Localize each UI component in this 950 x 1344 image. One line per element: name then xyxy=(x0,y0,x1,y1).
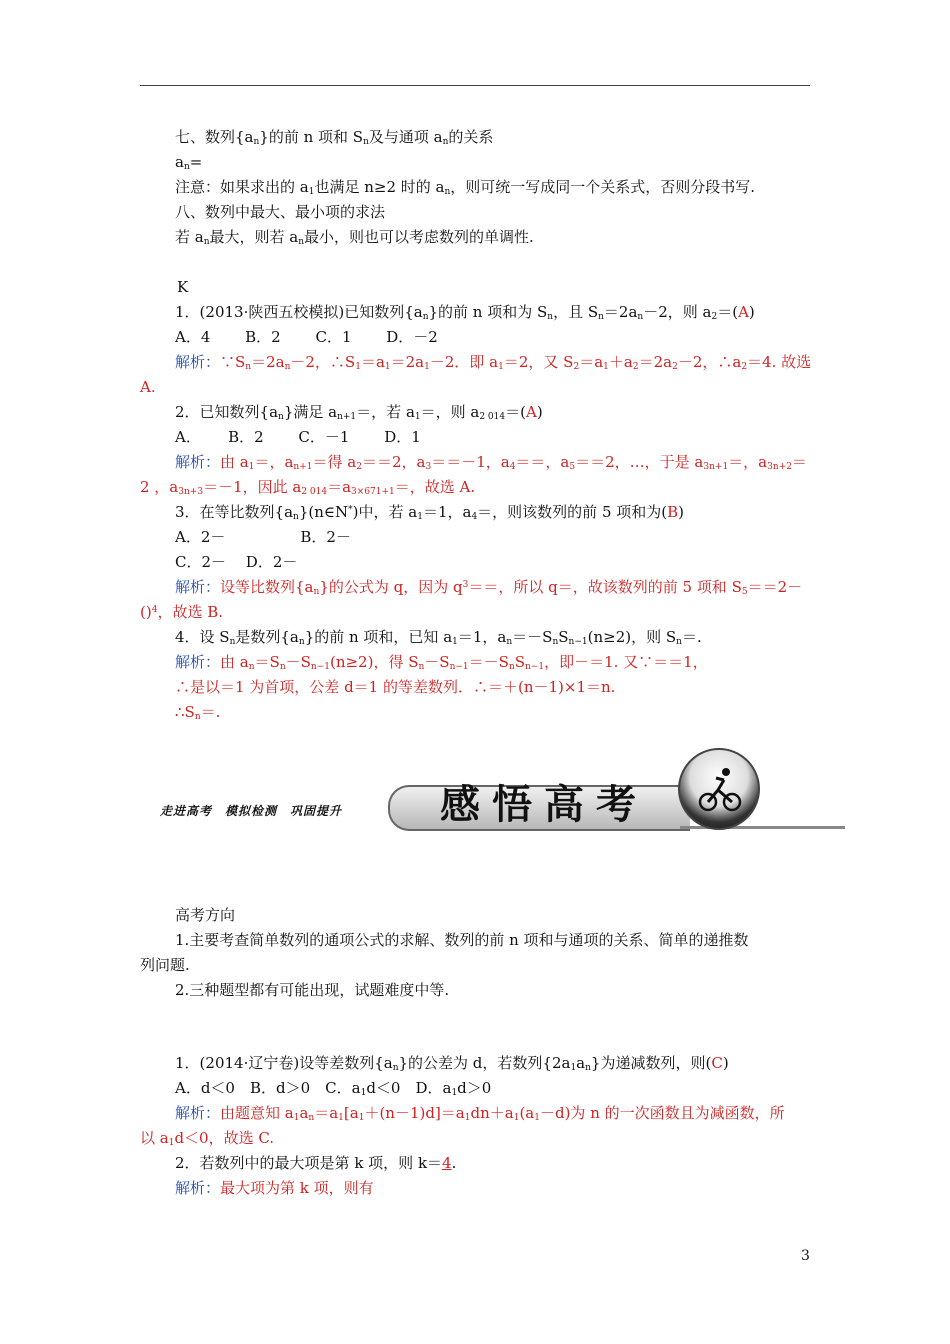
g1-options: A．d＜0 B．d＞0 C．$a_1d<0$ D．$a_1d>0$ xyxy=(175,1079,492,1098)
banner-subtitle: 走进高考 模拟检测 巩固提升 xyxy=(160,804,343,818)
gaokao-heading: 高考方向 xyxy=(175,906,236,924)
q3-options-1: A．2－ B．2－ xyxy=(175,528,351,546)
q1-solution: 解析：$\because S_n=2a_n-2$，$\therefore S_1=a_1=2a_1-2$．即 $a_1=2$，又 $S_2=a_1+a_2=2a_2-2$，$\therefore a_2=4$. 故选 xyxy=(175,353,812,372)
q4-solution-3: $\therefore S_n=$. xyxy=(175,703,221,722)
q1-solution-end: A. xyxy=(140,378,156,396)
g1-answer: C xyxy=(711,1054,723,1072)
section7-title: 七、数列$\{a_n\}$的前 n 项和 $S_n$及与通项 $a_n$的关系 xyxy=(175,128,494,147)
cyclist-icon xyxy=(678,748,760,830)
section7-formula: $a_n=$ xyxy=(175,153,203,172)
g2-answer: 4 xyxy=(442,1154,452,1172)
header-rule xyxy=(140,85,810,86)
g1-solution: 解析：由题意知 $a_1a_n=a_1[a_1+(n-1)d]=a_1dn+a_1(a_1-d)$为 n 的一次函数且为减函数，所 xyxy=(175,1104,785,1123)
q2-solution-2: 2 ，$a_{3n+3}=-1$，因此 $a_{2 014}=a_{3\times 671+1}=$，故选 A. xyxy=(140,478,476,497)
gaokao-point-1: 1.主要考查简单数列的通项公式的求解、数列的前 n 项和与通项的关系、简单的递推数 xyxy=(175,931,749,949)
q1-answer: A xyxy=(738,303,749,321)
section7-note: 注意：如果求出的 $a_1$也满足 n≥2 时的 $a_n$，则可统一写成同一个关系式，否则分段书写. xyxy=(175,178,756,197)
page-number: 3 xyxy=(801,1248,810,1264)
q3-solution-2: ()$^4$，故选 B. xyxy=(140,603,224,621)
q2-options: A． B．2 C．－1 D．1 xyxy=(175,428,421,446)
section8-text: 若 $a_n$最大，则若 $a_n$最小，则也可以考虑数列的单调性. xyxy=(175,228,534,247)
g2-solution: 解析：最大项为第 k 项，则有 xyxy=(175,1179,374,1197)
q1-stem: 1．(2013·陕西五校模拟)已知数列$\{a_n\}$的前 n 项和为 $S_n$，且 $S_n=2a_n-2$，则 $a_2=(A)$ xyxy=(175,303,755,322)
q3-options-2: C．2－ D．2－ xyxy=(175,553,298,571)
banner-title: 感悟高考 xyxy=(440,781,648,828)
g1-stem: 1．(2014·辽宁卷)设等差数列$\{a_n\}$的公差为 d，若数列$\{2a_1a_n\}$为递减数列，则(C) xyxy=(175,1054,729,1073)
q4-solution-2: ∴是以＝1 为首项，公差 d＝1 的等差数列．∴＝＋(n－1)×1＝n. xyxy=(175,678,616,696)
q4-solution: 解析：由 $a_n=S_n-S_{n-1}(n\ge 2)$，得 $S_n-S_{n-1}=-S_nS_{n-1}$，即－＝1. 又∵＝＝1， xyxy=(175,653,708,672)
q3-answer: B xyxy=(667,503,679,521)
q2-answer: A xyxy=(525,403,537,421)
q1-options: A．4 B．2 C．1 D．－2 xyxy=(175,328,438,346)
q2-solution: 解析：由 $a_1=$，$a_{n+1}=$得 $a_2==2$，$a_3==-1$，$a_4==$，$a_5==2$，…，于是 $a_{3n+1}=$，$a_{3n+2}=$ xyxy=(175,453,807,472)
q3-stem: 3．在等比数列$\{a_n\}(n\in N^*)$中，若 $a_1=1$，$a_4=$，则该数列的前 5 项和为(B) xyxy=(175,503,684,522)
gaokao-point-2: 2.三种题型都有可能出现，试题难度中等. xyxy=(175,981,450,999)
section-banner xyxy=(140,745,845,840)
q2-stem: 2．已知数列$\{a_n\}$满足 $a_{n+1}=$，若 $a_1=$，则 $a_{2 014}=(A)$ xyxy=(175,403,543,422)
q4-stem: 4．设 $S_n$是数列$\{a_n\}$的前 n 项和，已知 $a_1=1$，$a_n=-S_nS_{n-1}(n\ge 2)$，则 $S_n=$. xyxy=(175,628,702,647)
g2-stem: 2．若数列中的最大项是第 k 项，则 k＝4. xyxy=(175,1154,457,1172)
g1-solution-2: 以 $a_1d<0$，故选 C. xyxy=(140,1129,275,1148)
section8-title: 八、数列中最大、最小项的求法 xyxy=(175,203,386,221)
gaokao-point-1-cont: 列问题. xyxy=(140,956,190,974)
k-label: K xyxy=(177,278,189,296)
q3-solution: 解析：设等比数列$\{a_n\}$的公式为 q，因为 $q^3==$，所以 q＝，故该数列的前 5 项和 $S_5==2-$ xyxy=(175,578,803,597)
